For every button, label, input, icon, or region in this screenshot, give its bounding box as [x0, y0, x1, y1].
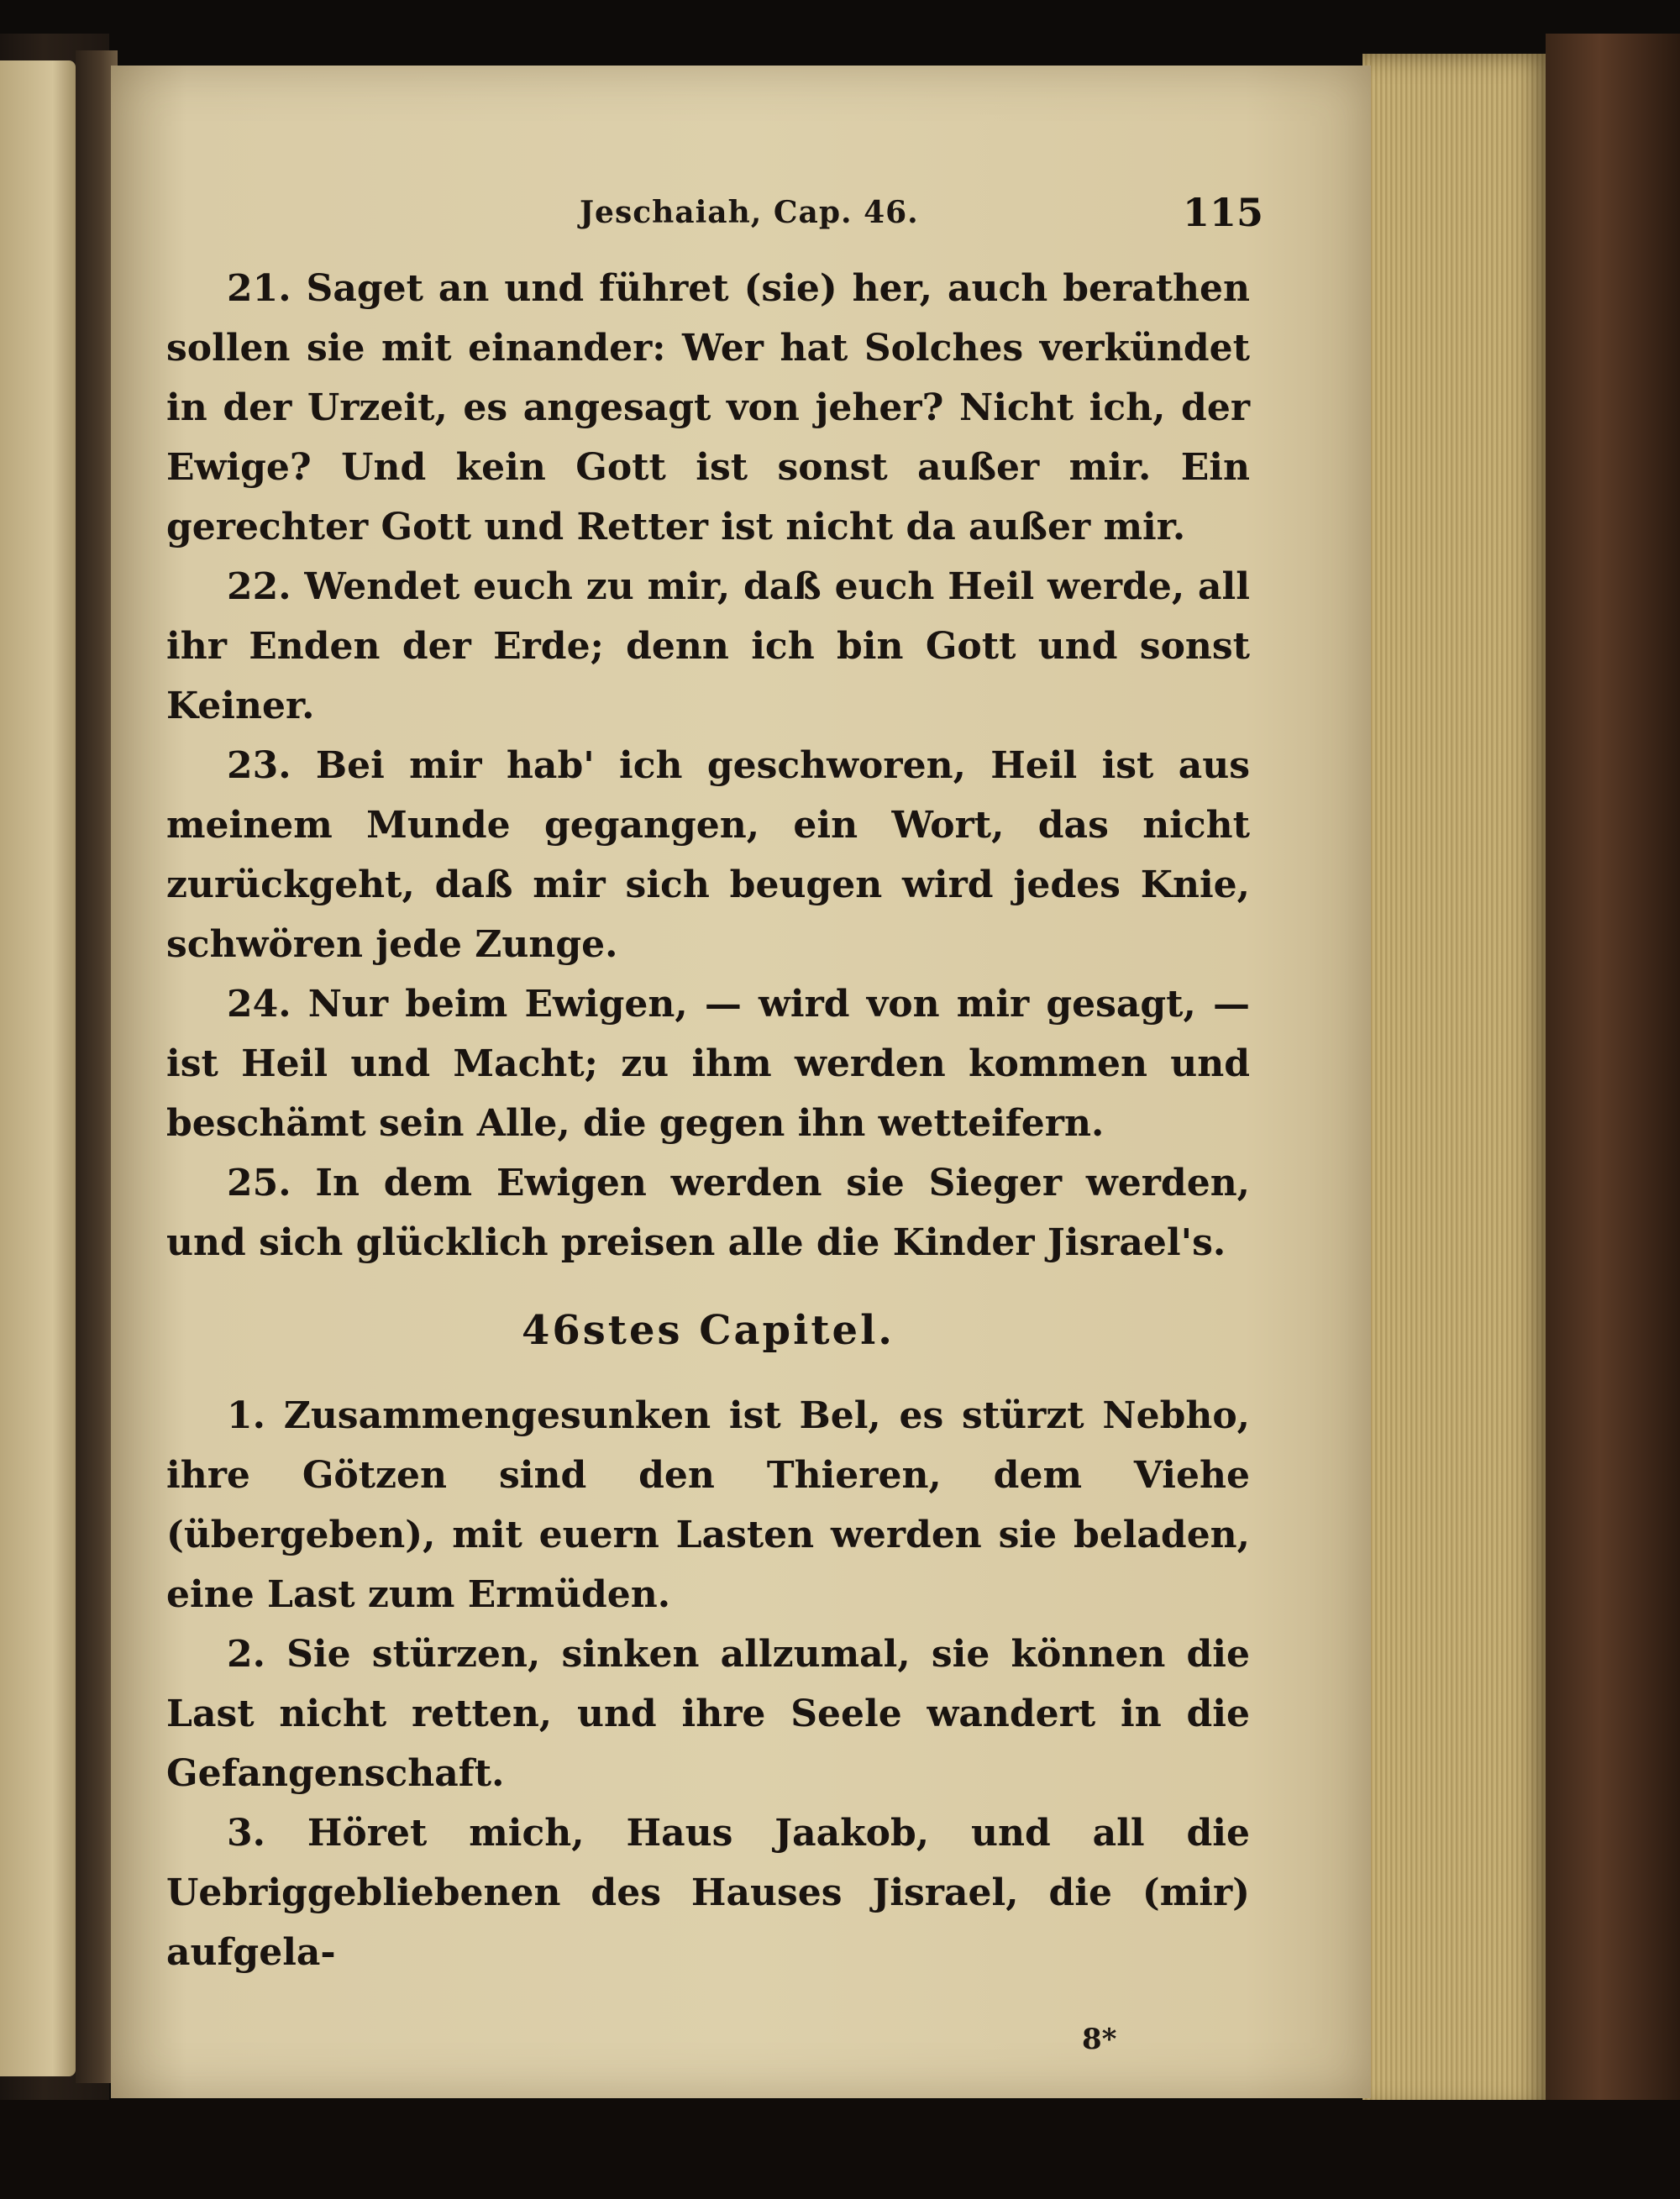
left-page-edge — [0, 60, 76, 2076]
verse-22: 22. Wendet euch zu mir, daß euch Heil werde, all ihr Enden der Erde; denn ich bin Gott und sonst Keiner. — [166, 565, 1250, 727]
running-header: Jeschaiah, Cap. 46. — [580, 195, 919, 230]
verse-1: 1. Zusammengesunken ist Bel, es stürzt Nebho, ihre Götzen sind den Thieren, dem Viehe (übergeben), mit euern Lasten werden sie beladen, eine Last zum Ermüden. — [166, 1394, 1250, 1616]
chapter-heading: 46stes Capitel. — [521, 1307, 895, 1354]
scan-background — [0, 2100, 1680, 2199]
signature-mark: 8* — [1082, 2023, 1117, 2056]
page-number: 115 — [1183, 190, 1264, 235]
verse-25: 25. In dem Ewigen werden sie Sieger werden, und sich glücklich preisen alle die Kinder Jisrael's. — [166, 1162, 1250, 1264]
verse-3: 3. Höret mich, Haus Jaakob, und all die Uebriggebliebenen des Hauses Jisrael, die (mir) aufgela- — [166, 1812, 1250, 1974]
verse-2: 2. Sie stürzen, sinken allzumal, sie können die Last nicht retten, und ihre Seele wandert in die Gefangenschaft. — [166, 1633, 1250, 1795]
verse-21: 21. Saget an und führet (sie) her, auch berathen sollen sie mit einander: Wer hat Solches verkündet in der Urzeit, es angesagt von jeher? Nicht ich, der Ewige? Und kein Gott ist sonst außer mir. Ein gerechter Gott und Retter ist nicht da außer mir. — [166, 267, 1250, 548]
right-page-block-edge — [1362, 54, 1556, 2112]
verse-23: 23. Bei mir hab' ich geschworen, Heil ist aus meinem Munde gegangen, ein Wort, das nicht zurückgeht, daß mir sich beugen wird jedes Knie, schwören jede Zunge. — [166, 744, 1250, 966]
verse-24: 24. Nur beim Ewigen, — wird von mir gesagt, — ist Heil und Macht; zu ihm werden kommen und beschämt sein Alle, die gegen ihn wetteifern. — [166, 983, 1250, 1145]
right-book-cover — [1546, 34, 1680, 2150]
page-body — [166, 259, 1250, 1982]
